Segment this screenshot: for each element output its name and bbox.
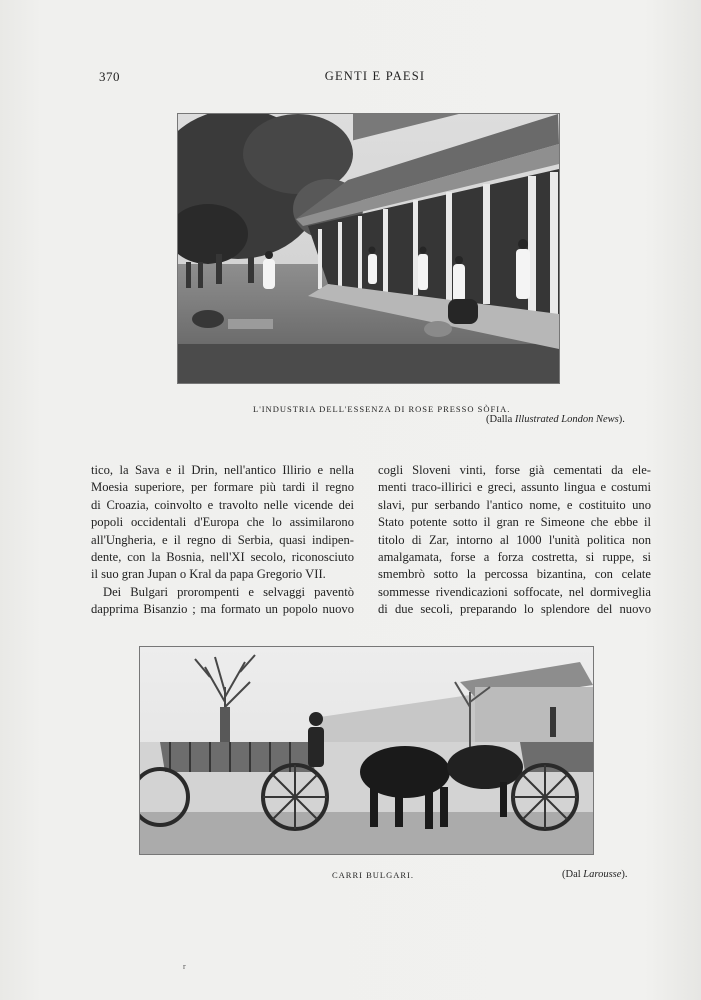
bottom-photo-credit-source: Larousse <box>583 869 622 880</box>
text-column-left <box>91 462 354 619</box>
text-line: titolo di Zar, intorno al 1000 l'unità politica non <box>378 532 651 547</box>
text-line: dente, con la Bosnia, nell'XI secolo, riconosciuto <box>91 550 354 565</box>
bulgarian-carts-photo <box>139 646 594 855</box>
signature-mark: r <box>183 962 186 971</box>
text-line: all'Ungheria, e il regno di Serbia, quasi indipen- <box>91 532 354 547</box>
top-photo-caption: L'INDUSTRIA DELL'ESSENZA DI ROSE PRESSO SÒFIA. <box>253 404 511 414</box>
text-line: tico, la Sava e il Drin, nell'antico Illirio e nella <box>91 463 354 477</box>
text-line: Moesia superiore, per formare più tardi il regno <box>91 480 354 495</box>
text-line: Stato potente sotto il gran re Simeone che ebbe il <box>378 515 651 530</box>
text-line: menti traco-illirici e greci, assunto lingua e costumi <box>378 480 651 495</box>
top-photo-credit: (Dalla Illustrated London News). <box>486 414 625 425</box>
text-line: di Croazia, coinvolto e travolto nelle vicende dei <box>91 497 354 512</box>
text-line: smembrò sotto la percossa bizantina, con celate <box>378 567 651 582</box>
text-line: di due secoli, preparando lo splendore del nuovo <box>378 602 651 617</box>
text-line: slavi, pur serbando l'antico nome, e costituito uno <box>378 497 651 512</box>
bottom-photo-credit: (Dal Larousse). <box>562 869 628 880</box>
page-number: 370 <box>99 69 120 84</box>
text-line: dapprima Bisanzio ; ma formato un popolo nuovo <box>91 602 354 617</box>
text-line: Dei Bulgari prorompenti e selvaggi paventò <box>103 584 354 599</box>
rose-essence-industry-photo <box>177 113 560 384</box>
bottom-photo-caption: CARRI BULGARI. <box>332 870 415 880</box>
running-title: GENTI E PAESI <box>324 69 426 83</box>
text-line: il suo gran Jupan o Kral da papa Gregorio VII. <box>91 567 326 582</box>
text-line: cogli Sloveni vinti, forse già cementati da ele- <box>378 463 651 477</box>
text-line: popoli occidentali d'Europa che lo assimilarono <box>91 515 354 530</box>
top-photo-credit-source: Illustrated London News <box>514 414 619 425</box>
text-line: amalgamata, forse a forza costretta, si ruppe, si <box>378 550 651 565</box>
text-column-right <box>378 462 651 619</box>
text-line: sommesse rivendicazioni soffocate, nel dormiveglia <box>378 584 651 599</box>
